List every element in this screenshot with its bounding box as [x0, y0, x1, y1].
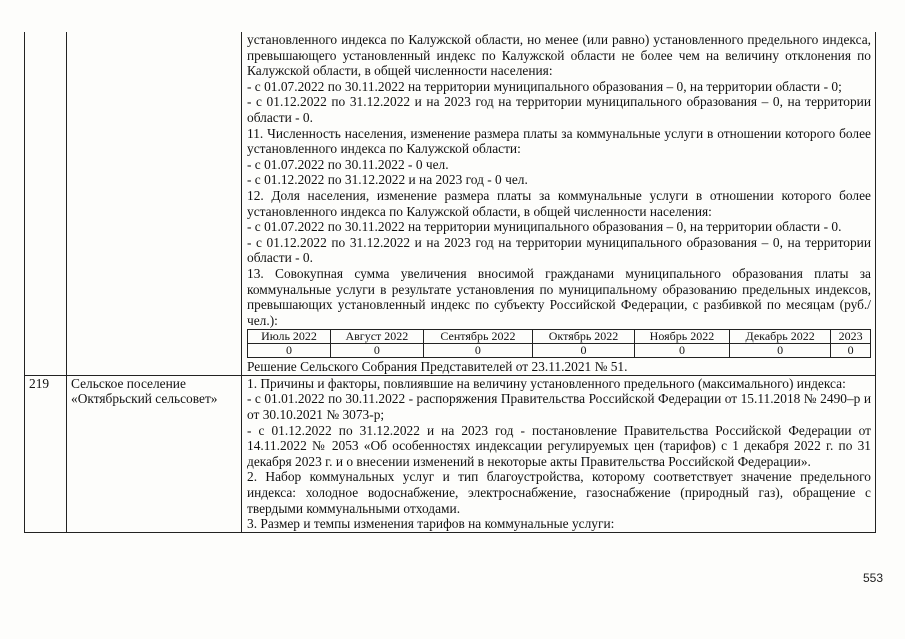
decision-text: Решение Сельского Собрания Представителей от 23.11.2021 № 51.	[247, 359, 628, 375]
page-number: 553	[862, 571, 883, 585]
paragraph: - с 01.01.2022 по 30.11.2022 - распоряжения Правительства Российской Федерации от 15.11.2018 № 2490–р и от 30.10.2021 № 3073-р;	[247, 391, 871, 423]
paragraph: - с 01.12.2022 по 31.12.2022 и на 2023 год на территории муниципального образования – 0, на территории области - 0.	[247, 94, 871, 125]
table-cell: 0	[831, 344, 871, 358]
paragraph: - с 01.07.2022 по 30.11.2022 на территории муниципального образования – 0, на территории области - 0.	[247, 219, 842, 235]
monthly-sum-table	[247, 329, 871, 358]
paragraph: - с 01.12.2022 по 31.12.2022 и на 2023 год на территории муниципального образования – 0, на территории области - 0.	[247, 234, 871, 266]
paragraph: - с 01.12.2022 по 31.12.2022 и на 2023 год - 0 чел.	[247, 172, 528, 188]
row-number-cell	[25, 32, 67, 375]
table-header-cell: Август 2022	[331, 330, 424, 344]
table-header-cell: 2023	[831, 330, 871, 344]
paragraph: 1. Причины и факторы, повлиявшие на величину установленного предельного (максимального) индекса:	[247, 375, 846, 391]
row-name-cell	[67, 32, 242, 375]
table-row	[248, 344, 871, 358]
paragraph: 11. Численность населения, изменение размера платы за коммунальные услуги в отношении которого более установленного индекса по Калужской области:	[247, 125, 871, 157]
paragraph: - с 01.07.2022 по 30.11.2022 - 0 чел.	[247, 156, 449, 172]
table-cell: 0	[533, 344, 635, 358]
paragraph: 12. Доля населения, изменение размера платы за коммунальные услуги в отношении которого более установленного индекса по Калужской области, в общей численности населения:	[247, 187, 871, 219]
table-header-cell: Декабрь 2022	[729, 330, 830, 344]
row-content-cell	[242, 375, 876, 532]
document-table	[24, 32, 876, 533]
table-cell: 0	[248, 344, 331, 358]
paragraph: - с 01.07.2022 по 30.11.2022 на территории муниципального образования – 0, на территории области - 0;	[247, 78, 842, 94]
row-content-cell	[242, 32, 876, 375]
table-header-cell: Сентябрь 2022	[423, 330, 532, 344]
table-header-cell: Октябрь 2022	[533, 330, 635, 344]
paragraph: 3. Размер и темпы изменения тарифов на коммунальные услуги:	[247, 516, 615, 532]
row-number-cell: 219	[25, 375, 67, 532]
table-cell: 0	[634, 344, 729, 358]
paragraph: установленного индекса по Калужской области, но менее (или равно) установленного предельного индекса, превышающего установленный индекс по Калужской области не более чем на величину отклонения по Калужской области, в общей численности населения:	[247, 32, 871, 79]
paragraph: 13. Совокупная сумма увеличения вносимой гражданами муниципального образования платы за коммунальные услуги в результате установления по муниципальному образованию предельных индексов, превышающих установленный индекс по субъекту Российской Федерации, с разбивкой по месяцам (руб./чел.):	[247, 265, 871, 328]
table-cell: 0	[423, 344, 532, 358]
table-row	[25, 32, 876, 375]
paragraph: - с 01.12.2022 по 31.12.2022 и на 2023 год - постановление Правительства Российской Федерации от 14.11.2022 № 2053 «Об особенностях индексации регулируемых цен (тарифов) с 1 декабря 2022 г. по 31 декабря 2023 г. и о внесении изменений в некоторые акты Правительства Российской Федерации».	[247, 422, 871, 469]
table-row	[25, 375, 876, 532]
table-header-cell: Ноябрь 2022	[634, 330, 729, 344]
table-cell: 0	[331, 344, 424, 358]
paragraph: 2. Набор коммунальных услуг и тип благоустройства, которому соответствует значение предельного индекса: холодное водоснабжение, электроснабжение, газоснабжение (природный газ), обращение с твердыми коммунальными отходами.	[247, 469, 871, 516]
table-cell: 0	[729, 344, 830, 358]
table-header-row	[248, 330, 871, 344]
table-header-cell: Июль 2022	[248, 330, 331, 344]
row-name-cell: Сельское поселение «Октябрьский сельсовет»	[67, 375, 242, 532]
